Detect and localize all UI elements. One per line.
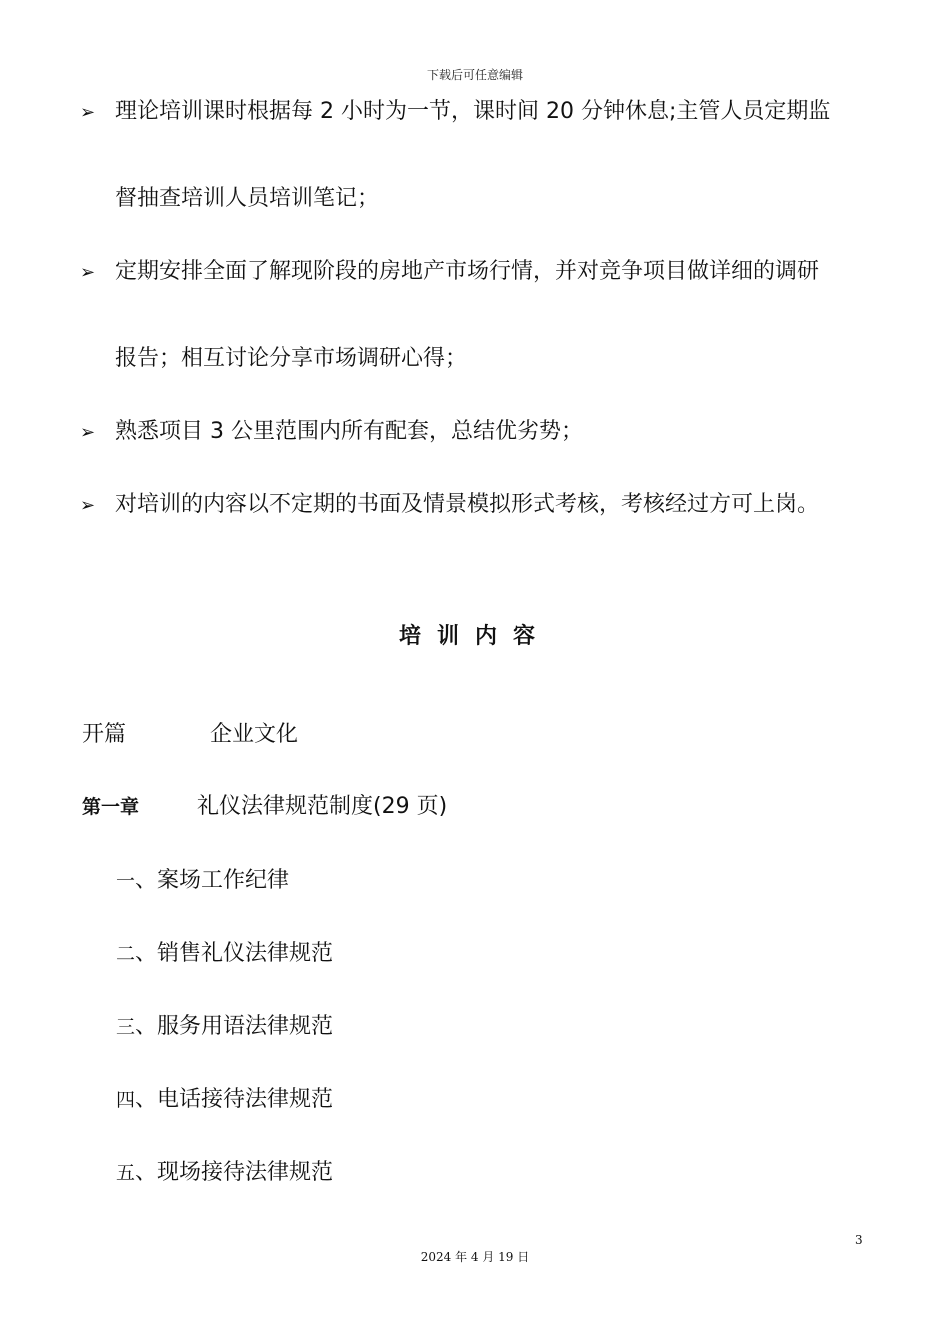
bullet-text: 熟悉项目 3 公里范围内所有配套，总结优劣势； [115,419,583,444]
item-text: 服务用语法律规范 [157,1014,334,1039]
list-item [116,939,333,969]
item-number: 一 [116,870,136,892]
bullet-item-4 [80,491,819,520]
chapter-title: 礼仪法律规范制度(29 页) [197,794,448,819]
prelude-title: 企业文化 [210,722,299,747]
arrow-bullet-icon: ➢ [80,422,96,443]
item-separator: 、 [135,941,158,966]
item-separator: 、 [135,1087,158,1112]
bullet-continuation: 报告；相互讨论分享市场调研心得； [115,346,468,371]
page-number: 3 [855,1233,863,1247]
item-number: 五 [116,1162,136,1184]
item-text: 销售礼仪法律规范 [157,941,334,966]
prelude-row [82,720,299,750]
arrow-bullet-icon: ➢ [80,495,96,516]
bullet-item-1 [80,98,830,127]
bullet-text: 定期安排全面了解现阶段的房地产市场行情，并对竞争项目做详细的调研 [115,259,820,284]
item-text: 现场接待法律规范 [157,1160,334,1185]
bullet-item-3 [80,418,583,447]
item-number: 四 [116,1089,136,1111]
bullet-text: 对培训的内容以不定期的书面及情景模拟形式考核，考核经过方可上岗。 [115,492,820,517]
bullet-text: 理论培训课时根据每 2 小时为一节，课时间 20 分钟休息;主管人员定期监 [115,99,831,124]
item-separator: 、 [135,1160,158,1185]
chapter-label: 第一章 [82,796,140,818]
list-item [116,866,289,896]
chapter-row [82,792,448,822]
item-text: 电话接待法律规范 [157,1087,334,1112]
arrow-bullet-icon: ➢ [80,102,96,123]
prelude-label: 开篇 [82,722,127,747]
section-heading: 培训内容 [398,624,551,649]
arrow-bullet-icon: ➢ [80,262,96,283]
list-item [116,1012,333,1042]
bullet-item-2 [80,258,819,287]
list-item [116,1085,333,1115]
item-text: 案场工作纪律 [157,868,290,893]
item-number: 三 [116,1016,136,1038]
page-footer-date: 2024 年 4 月 19 日 [420,1250,530,1264]
list-item [116,1158,333,1188]
bullet-continuation: 督抽查培训人员培训笔记； [115,186,380,211]
page-header: 下载后可任意编辑 [426,68,523,82]
item-number: 二 [116,943,136,965]
item-separator: 、 [135,1014,158,1039]
item-separator: 、 [135,868,158,893]
